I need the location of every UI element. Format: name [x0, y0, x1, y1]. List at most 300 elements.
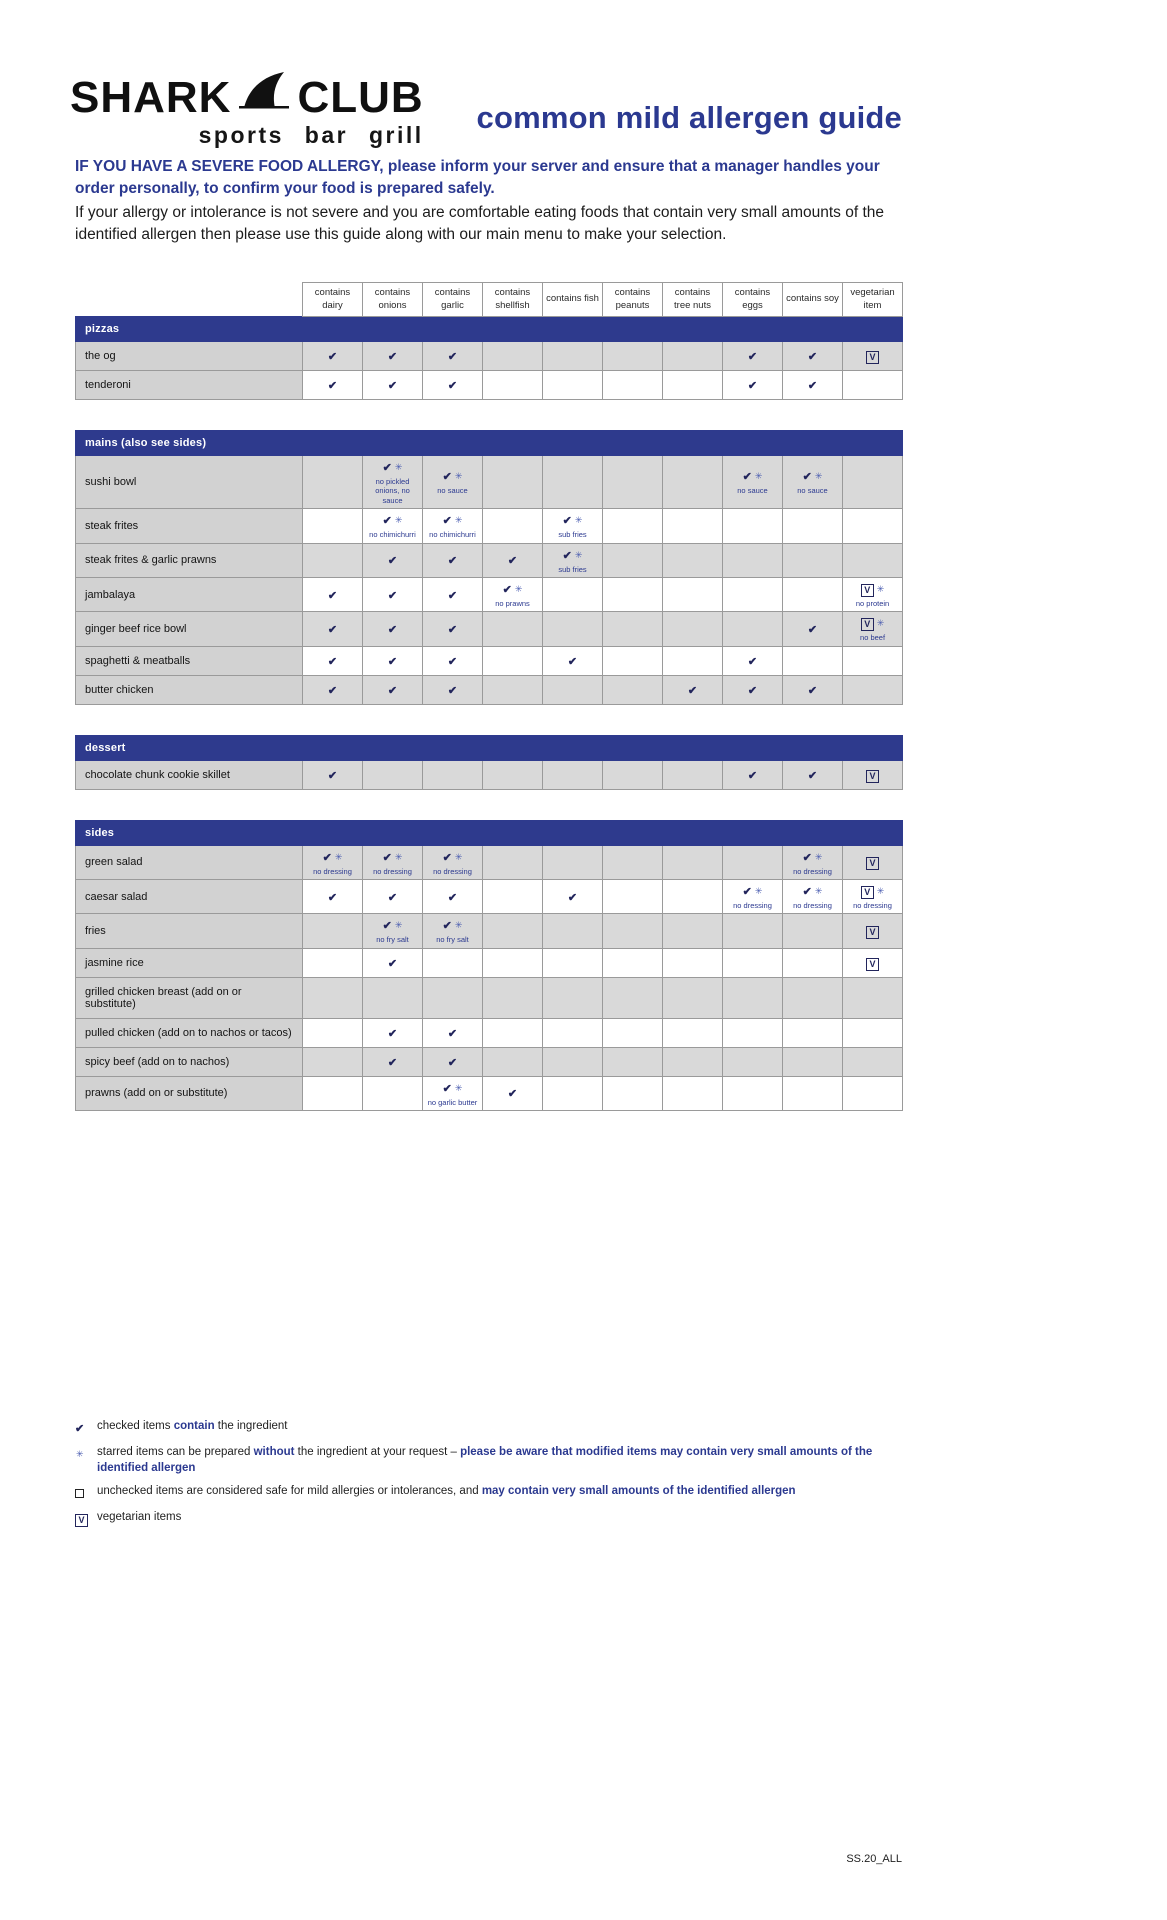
allergen-cell: [303, 1018, 363, 1047]
allergen-cell: [543, 977, 603, 1018]
allergen-cell: [483, 914, 543, 948]
legend-symbol: [75, 1418, 97, 1437]
allergen-cell: [423, 1047, 483, 1076]
star-icon: ✳: [814, 851, 823, 862]
allergen-cell: [483, 342, 543, 371]
allergen-cell: [363, 509, 423, 543]
unchecked-box-icon: [75, 1489, 84, 1498]
cell-marks: [545, 512, 600, 528]
allergen-cell: [603, 509, 663, 543]
allergen-cell: [483, 845, 543, 879]
allergen-cell: [663, 675, 723, 704]
check-icon: ✔: [742, 471, 752, 484]
cell-marks: [725, 682, 780, 698]
allergen-cell: [423, 948, 483, 977]
allergen-cell: [483, 543, 543, 577]
brand-name-left: SHARK: [70, 73, 232, 122]
section-bar-row: [76, 431, 903, 456]
allergen-cell: [303, 914, 363, 948]
menu-item-row: [76, 948, 903, 977]
check-icon: ✔: [447, 684, 458, 697]
menu-item-name: prawns (add on or substitute): [76, 1076, 303, 1110]
cell-marks: [305, 348, 360, 364]
menu-item-name: sushi bowl: [76, 456, 303, 509]
allergen-cell: [783, 509, 843, 543]
allergen-cell: [543, 948, 603, 977]
check-icon: ✔: [387, 1027, 398, 1040]
check-icon: ✔: [447, 655, 458, 668]
star-icon: ✳: [574, 549, 583, 560]
allergen-cell: [603, 456, 663, 509]
allergen-cell: [783, 977, 843, 1018]
allergen-cell: [423, 612, 483, 646]
legend: [75, 1418, 913, 1535]
allergen-cell: [483, 880, 543, 914]
star-icon: ✳: [754, 471, 763, 482]
menu-item-row: [76, 914, 903, 948]
allergen-cell: [363, 1047, 423, 1076]
menu-item-row: [76, 760, 903, 789]
allergen-cell: [663, 1047, 723, 1076]
check-icon: ✔: [387, 891, 398, 904]
allergen-cell: [603, 1047, 663, 1076]
cell-marks: [365, 1054, 420, 1070]
allergen-cell: [543, 1076, 603, 1110]
allergy-warning-text: IF YOU HAVE A SEVERE FOOD ALLERGY, please inform your server and ensure that a manager handles your order personally, to confirm your food is prepared safely.: [75, 158, 880, 198]
allergen-cell: [843, 612, 903, 646]
cell-note: no fry salt: [376, 935, 409, 945]
check-icon: ✔: [382, 462, 392, 474]
brand-tagline: sports bar grill: [198, 122, 424, 148]
legend-text: [97, 1483, 796, 1499]
allergen-cell: [723, 914, 783, 948]
allergen-cell: [843, 543, 903, 577]
cell-marks: [425, 377, 480, 393]
cell-marks: [785, 682, 840, 698]
vegetarian-icon: V: [861, 886, 874, 899]
vegetarian-icon: V: [861, 584, 874, 597]
allergen-cell: [603, 1076, 663, 1110]
check-icon: ✔: [387, 957, 398, 970]
cell-marks: [425, 1025, 480, 1041]
legend-text-part: without: [253, 1446, 295, 1458]
allergen-cell: [483, 760, 543, 789]
cell-note: no pickled onions, no sauce: [375, 477, 410, 505]
menu-item-name: butter chicken: [76, 675, 303, 704]
allergen-cell: [303, 543, 363, 577]
vegetarian-icon: V: [866, 770, 879, 783]
allergen-cell: [303, 509, 363, 543]
allergen-cell: [363, 845, 423, 879]
cell-marks: [425, 849, 480, 865]
allergen-cell: [843, 509, 903, 543]
cell-marks: [425, 468, 480, 484]
allergen-cell: [663, 914, 723, 948]
vegetarian-icon: V: [75, 1514, 88, 1527]
allergen-cell: [663, 1018, 723, 1047]
allergen-cell: [603, 977, 663, 1018]
allergen-cell: [783, 342, 843, 371]
cell-marks: [725, 653, 780, 669]
check-icon: ✔: [747, 684, 758, 697]
allergen-cell: [483, 612, 543, 646]
allergen-cell: [723, 543, 783, 577]
allergen-cell: [663, 760, 723, 789]
allergen-cell: [543, 612, 603, 646]
cell-marks: [305, 682, 360, 698]
cell-marks: [305, 849, 360, 865]
allergen-cell: [783, 914, 843, 948]
cell-note: no dressing: [793, 901, 832, 910]
menu-item-name: jasmine rice: [76, 948, 303, 977]
legend-text: [97, 1444, 913, 1476]
allergen-cell: [723, 509, 783, 543]
menu-item-row: [76, 880, 903, 914]
allergen-cell: [843, 948, 903, 977]
check-icon: ✔: [447, 380, 458, 392]
menu-item-name: green salad: [76, 845, 303, 879]
star-icon: ✳: [454, 1082, 463, 1093]
check-icon: ✔: [387, 684, 398, 697]
check-icon: ✔: [327, 891, 338, 904]
allergen-cell: [783, 1076, 843, 1110]
legend-symbol: [75, 1483, 97, 1502]
allergen-cell: [723, 880, 783, 914]
section-header-sides: sides: [76, 820, 903, 845]
check-icon: ✔: [382, 920, 392, 933]
allergen-cell: [423, 914, 483, 948]
cell-marks: [365, 587, 420, 603]
cell-marks: [365, 653, 420, 669]
allergen-cell: [363, 1076, 423, 1110]
cell-marks: [365, 917, 420, 933]
column-header: contains peanuts: [603, 283, 663, 317]
star-icon: ✳: [454, 471, 463, 482]
cell-note: no fry salt: [436, 935, 469, 945]
star-icon: ✳: [454, 851, 463, 862]
cell-note: no chimichurri: [369, 530, 416, 540]
menu-item-name: steak frites: [76, 509, 303, 543]
check-icon: ✔: [447, 589, 458, 602]
cell-marks: [785, 377, 840, 393]
allergen-cell: [723, 1076, 783, 1110]
cell-note: no dressing: [433, 866, 472, 876]
star-icon: ✳: [454, 920, 463, 931]
allergen-cell: [423, 977, 483, 1018]
allergen-cell: [603, 577, 663, 611]
allergen-cell: [843, 977, 903, 1018]
column-header-row: [76, 283, 903, 317]
check-icon: ✔: [447, 623, 458, 636]
cell-note: no protein: [855, 598, 890, 608]
cell-marks: [425, 1080, 480, 1096]
cell-marks: [725, 468, 780, 484]
allergen-cell: [543, 914, 603, 948]
allergen-cell: [603, 543, 663, 577]
column-header: contains garlic: [423, 283, 483, 317]
legend-text-part: unchecked items are considered safe for mild allergies or intolerances, and: [97, 1485, 482, 1498]
check-icon: ✔: [747, 351, 758, 363]
column-header: contains tree nuts: [663, 283, 723, 317]
allergen-cell: [843, 646, 903, 675]
allergen-cell: [543, 342, 603, 371]
section-table-dessert: [75, 735, 903, 790]
check-icon: ✔: [442, 471, 452, 484]
allergen-cell: [423, 675, 483, 704]
menu-item-row: [76, 1018, 903, 1047]
allergen-cell: [303, 760, 363, 789]
allergen-cell: [843, 371, 903, 400]
menu-item-row: [76, 646, 903, 675]
table-corner: [76, 283, 303, 317]
allergen-cell: [363, 342, 423, 371]
allergen-tables: [75, 282, 902, 1141]
allergen-cell: [543, 543, 603, 577]
allergen-cell: [363, 1018, 423, 1047]
allergen-cell: [363, 760, 423, 789]
check-icon: ✔: [387, 1056, 398, 1069]
check-icon: ✔: [387, 380, 398, 392]
cell-marks: [365, 1025, 420, 1041]
allergen-cell: [483, 977, 543, 1018]
allergen-cell: [303, 845, 363, 879]
allergen-cell: [483, 1018, 543, 1047]
check-icon: ✔: [327, 623, 338, 636]
menu-item-row: [76, 543, 903, 577]
check-icon: ✔: [507, 1088, 518, 1101]
menu-item-row: [76, 342, 903, 371]
allergen-cell: [483, 1047, 543, 1076]
section-table-pizzas: [75, 282, 903, 400]
allergen-cell: [783, 948, 843, 977]
check-icon: ✔: [327, 684, 338, 697]
allergen-cell: [363, 456, 423, 509]
menu-item-name: spicy beef (add on to nachos): [76, 1047, 303, 1076]
section-table-sides: [75, 820, 903, 1112]
allergen-cell: [363, 371, 423, 400]
allergen-cell: [783, 760, 843, 789]
allergen-cell: [603, 675, 663, 704]
allergen-cell: [723, 845, 783, 879]
allergen-cell: [603, 1018, 663, 1047]
allergen-cell: [543, 845, 603, 879]
section-header-pizzas: pizzas: [76, 317, 903, 342]
cell-marks: [785, 767, 840, 783]
column-header: contains eggs: [723, 283, 783, 317]
allergen-cell: [543, 646, 603, 675]
section-bar-row: [76, 735, 903, 760]
allergen-cell: [423, 760, 483, 789]
allergen-cell: [663, 948, 723, 977]
allergen-cell: [783, 646, 843, 675]
vegetarian-icon: V: [866, 926, 879, 939]
vegetarian-icon: V: [866, 958, 879, 971]
cell-marks: [785, 468, 840, 484]
cell-marks: [545, 547, 600, 563]
allergen-cell: [363, 646, 423, 675]
check-icon: ✔: [807, 684, 818, 697]
cell-marks: [365, 459, 420, 475]
legend-text-part: may contain very small amounts of the identified allergen: [481, 1485, 796, 1498]
cell-marks: [485, 552, 540, 568]
legend-item: [75, 1509, 913, 1528]
check-icon: ✔: [747, 769, 758, 782]
cell-marks: [365, 682, 420, 698]
allergen-cell: [543, 675, 603, 704]
allergen-cell: [723, 612, 783, 646]
cell-note: no garlic butter: [427, 1097, 478, 1107]
legend-text-part: checked items: [97, 1420, 174, 1432]
check-icon: ✔: [382, 515, 392, 528]
star-icon: ✳: [394, 920, 403, 931]
cell-marks: [845, 883, 900, 899]
allergen-cell: [363, 914, 423, 948]
allergen-cell: [723, 371, 783, 400]
cell-marks: [425, 512, 480, 528]
cell-note: no sauce: [737, 486, 768, 496]
allergen-cell: [663, 612, 723, 646]
cell-marks: [425, 682, 480, 698]
cell-marks: [845, 854, 900, 870]
star-icon: ✳: [454, 515, 463, 526]
cell-marks: [305, 653, 360, 669]
allergen-cell: [663, 1076, 723, 1110]
cell-marks: [365, 621, 420, 637]
allergen-cell: [303, 1076, 363, 1110]
star-icon: ✳: [876, 618, 885, 629]
allergen-cell: [723, 342, 783, 371]
star-icon: ✳: [334, 851, 343, 862]
allergen-cell: [843, 880, 903, 914]
menu-item-row: [76, 1047, 903, 1076]
check-icon: ✔: [75, 1423, 85, 1435]
cell-marks: [485, 1085, 540, 1101]
cell-marks: [425, 1054, 480, 1070]
cell-marks: [425, 552, 480, 568]
check-icon: ✔: [442, 920, 452, 933]
check-icon: ✔: [447, 555, 458, 568]
allergen-cell: [723, 948, 783, 977]
star-icon: ✳: [814, 886, 823, 896]
check-icon: ✔: [802, 471, 812, 484]
menu-item-name: ginger beef rice bowl: [76, 612, 303, 646]
shark-fin-icon: [237, 70, 291, 120]
allergen-cell: [423, 880, 483, 914]
allergen-cell: [483, 948, 543, 977]
cell-marks: [545, 653, 600, 669]
cell-marks: [785, 621, 840, 637]
allergen-cell: [663, 845, 723, 879]
cell-marks: [425, 653, 480, 669]
allergen-cell: [423, 646, 483, 675]
brand-name-right: CLUB: [297, 73, 424, 122]
allergen-cell: [783, 675, 843, 704]
cell-note: no sauce: [797, 486, 828, 496]
star-icon: ✳: [394, 462, 403, 472]
menu-item-name: pulled chicken (add on to nachos or tacos): [76, 1018, 303, 1047]
column-header: contains soy: [783, 283, 843, 317]
allergen-cell: [423, 845, 483, 879]
allergen-cell: [363, 948, 423, 977]
allergen-cell: [783, 1018, 843, 1047]
allergen-cell: [783, 845, 843, 879]
allergen-cell: [723, 1047, 783, 1076]
check-icon: ✔: [807, 623, 818, 636]
allergen-cell: [783, 880, 843, 914]
allergen-cell: [483, 646, 543, 675]
allergen-cell: [843, 456, 903, 509]
menu-item-name: tenderoni: [76, 371, 303, 400]
cell-marks: [305, 587, 360, 603]
cell-note: no dressing: [853, 901, 892, 910]
allergen-cell: [423, 577, 483, 611]
menu-item-row: [76, 612, 903, 646]
cell-marks: [365, 377, 420, 393]
menu-item-name: jambalaya: [76, 577, 303, 611]
check-icon: ✔: [447, 351, 458, 363]
cell-note: no beef: [860, 633, 886, 643]
allergen-cell: [663, 880, 723, 914]
check-icon: ✔: [807, 380, 818, 392]
allergen-cell: [723, 1018, 783, 1047]
legend-item: [75, 1444, 913, 1476]
cell-note: no dressing: [313, 866, 352, 876]
check-icon: ✔: [802, 886, 812, 898]
cell-marks: [305, 621, 360, 637]
allergen-cell: [543, 1018, 603, 1047]
star-icon: ✳: [876, 583, 885, 594]
allergen-cell: [663, 543, 723, 577]
menu-item-row: [76, 577, 903, 611]
allergen-cell: [303, 371, 363, 400]
menu-item-name: steak frites & garlic prawns: [76, 543, 303, 577]
check-icon: ✔: [807, 351, 818, 363]
vegetarian-icon: V: [866, 351, 879, 364]
star-icon: ✳: [814, 471, 823, 482]
allergen-cell: [303, 880, 363, 914]
cell-marks: [845, 955, 900, 971]
allergen-cell: [423, 342, 483, 371]
menu-item-name: chocolate chunk cookie skillet: [76, 760, 303, 789]
allergen-cell: [783, 456, 843, 509]
allergen-cell: [663, 456, 723, 509]
menu-item-row: [76, 456, 903, 509]
allergen-cell: [303, 577, 363, 611]
check-icon: ✔: [327, 351, 338, 363]
star-icon: ✳: [876, 886, 885, 896]
cell-note: no chimichurri: [429, 530, 476, 540]
allergen-cell: [543, 371, 603, 400]
cell-marks: [845, 767, 900, 783]
star-icon: ✳: [574, 515, 583, 526]
allergen-cell: [663, 342, 723, 371]
cell-marks: [725, 883, 780, 899]
check-icon: ✔: [567, 891, 578, 904]
allergen-cell: [363, 543, 423, 577]
check-icon: ✔: [567, 655, 578, 668]
star-icon: ✳: [394, 851, 403, 862]
cell-marks: [845, 581, 900, 597]
brand-name: [70, 70, 424, 120]
allergen-cell: [423, 1076, 483, 1110]
allergen-cell: [723, 646, 783, 675]
allergen-cell: [303, 612, 363, 646]
allergen-cell: [843, 845, 903, 879]
legend-symbol: [75, 1509, 97, 1528]
allergen-cell: [303, 977, 363, 1018]
allergen-cell: [543, 577, 603, 611]
cell-marks: [845, 615, 900, 631]
